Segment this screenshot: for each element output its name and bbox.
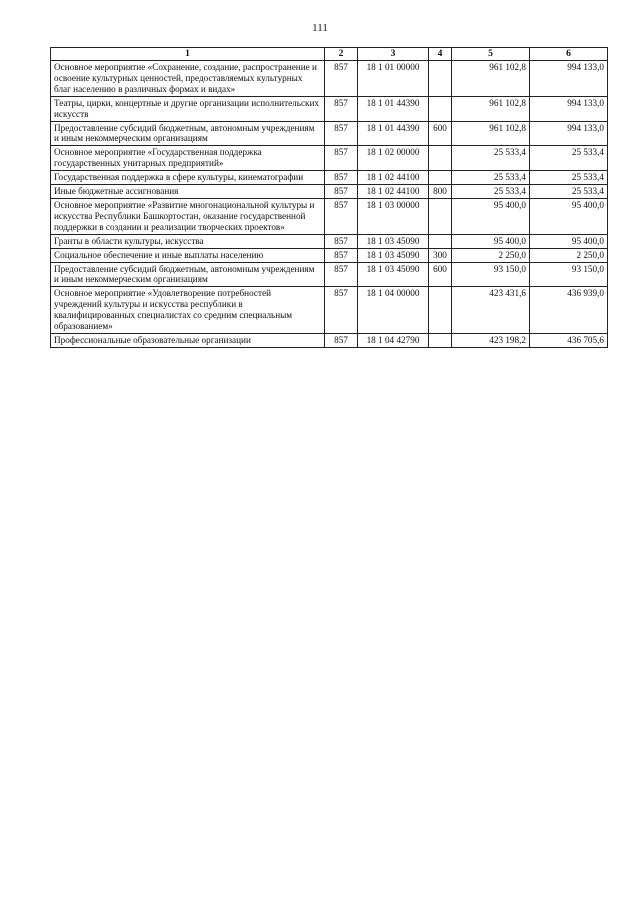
row-type: 300 xyxy=(429,248,452,262)
row-code: 857 xyxy=(325,146,358,171)
row-target: 18 1 04 00000 xyxy=(358,287,429,334)
row-code: 857 xyxy=(325,171,358,185)
row-target: 18 1 01 44390 xyxy=(358,121,429,146)
row-amount-1: 95 400,0 xyxy=(452,234,530,248)
row-amount-2: 25 533,4 xyxy=(530,185,608,199)
column-header: 3 xyxy=(358,48,429,61)
row-amount-2: 25 533,4 xyxy=(530,146,608,171)
row-amount-1: 423 431,6 xyxy=(452,287,530,334)
row-name: Государственная поддержка в сфере культуры, кинематографии xyxy=(51,171,325,185)
table-row xyxy=(51,121,608,146)
row-amount-1: 2 250,0 xyxy=(452,248,530,262)
row-type xyxy=(429,287,452,334)
table-row xyxy=(51,248,608,262)
row-target: 18 1 03 45090 xyxy=(358,262,429,287)
row-type xyxy=(429,61,452,97)
row-amount-2: 994 133,0 xyxy=(530,61,608,97)
row-code: 857 xyxy=(325,198,358,234)
row-amount-2: 25 533,4 xyxy=(530,171,608,185)
row-type xyxy=(429,171,452,185)
row-code: 857 xyxy=(325,262,358,287)
row-amount-2: 2 250,0 xyxy=(530,248,608,262)
row-target: 18 1 02 44100 xyxy=(358,171,429,185)
table-row xyxy=(51,198,608,234)
row-name: Гранты в области культуры, искусства xyxy=(51,234,325,248)
row-code: 857 xyxy=(325,234,358,248)
row-target: 18 1 03 45090 xyxy=(358,234,429,248)
table-row xyxy=(51,61,608,97)
row-name: Иные бюджетные ассигнования xyxy=(51,185,325,199)
row-amount-2: 436 939,0 xyxy=(530,287,608,334)
row-amount-2: 994 133,0 xyxy=(530,121,608,146)
row-name: Предоставление субсидий бюджетным, автономным учреждениям и иным некоммерческим организациям xyxy=(51,121,325,146)
table-header-row xyxy=(51,48,608,61)
row-name: Предоставление субсидий бюджетным, автономным учреждениям и иным некоммерческим организациям xyxy=(51,262,325,287)
budget-table xyxy=(50,47,608,348)
table-body xyxy=(51,61,608,348)
row-type xyxy=(429,198,452,234)
row-amount-1: 961 102,8 xyxy=(452,96,530,121)
row-target: 18 1 02 00000 xyxy=(358,146,429,171)
row-amount-1: 25 533,4 xyxy=(452,185,530,199)
row-amount-2: 436 705,6 xyxy=(530,333,608,347)
column-header: 1 xyxy=(51,48,325,61)
row-type xyxy=(429,234,452,248)
row-amount-2: 95 400,0 xyxy=(530,198,608,234)
row-code: 857 xyxy=(325,333,358,347)
row-amount-1: 95 400,0 xyxy=(452,198,530,234)
row-amount-1: 961 102,8 xyxy=(452,61,530,97)
row-target: 18 1 04 42790 xyxy=(358,333,429,347)
row-target: 18 1 03 45090 xyxy=(358,248,429,262)
row-name: Основное мероприятие «Удовлетворение потребностей учреждений культуры и искусства республики в квалифицированных специалистах со средним специальным образованием» xyxy=(51,287,325,334)
column-header: 5 xyxy=(452,48,530,61)
column-header: 4 xyxy=(429,48,452,61)
table-row xyxy=(51,262,608,287)
row-amount-1: 961 102,8 xyxy=(452,121,530,146)
row-name: Основное мероприятие «Развитие многонациональной культуры и искусства Республики Башкортостан, оказание государственной поддержки в создании и реализации творческих проектов» xyxy=(51,198,325,234)
row-type: 800 xyxy=(429,185,452,199)
table-row xyxy=(51,146,608,171)
row-type xyxy=(429,96,452,121)
row-amount-2: 93 150,0 xyxy=(530,262,608,287)
row-amount-2: 994 133,0 xyxy=(530,96,608,121)
table-row xyxy=(51,333,608,347)
table-row xyxy=(51,185,608,199)
page-number: 111 xyxy=(312,22,328,34)
table-row xyxy=(51,96,608,121)
row-amount-2: 95 400,0 xyxy=(530,234,608,248)
row-type xyxy=(429,146,452,171)
row-code: 857 xyxy=(325,248,358,262)
row-name: Основное мероприятие «Государственная поддержка государственных унитарных предприятий» xyxy=(51,146,325,171)
row-amount-1: 25 533,4 xyxy=(452,171,530,185)
row-target: 18 1 01 44390 xyxy=(358,96,429,121)
row-name: Основное мероприятие «Сохранение, создание, распространение и освоение культурных ценностей, предоставляемых культурных благ населению в различных формах и видах» xyxy=(51,61,325,97)
column-header: 6 xyxy=(530,48,608,61)
row-type: 600 xyxy=(429,121,452,146)
row-name: Социальное обеспечение и иные выплаты населению xyxy=(51,248,325,262)
table-row xyxy=(51,234,608,248)
row-name: Театры, цирки, концертные и другие организации исполнительских искусств xyxy=(51,96,325,121)
row-amount-1: 25 533,4 xyxy=(452,146,530,171)
row-amount-1: 423 198,2 xyxy=(452,333,530,347)
row-target: 18 1 01 00000 xyxy=(358,61,429,97)
row-code: 857 xyxy=(325,121,358,146)
row-name: Профессиональные образовательные организации xyxy=(51,333,325,347)
column-header: 2 xyxy=(325,48,358,61)
row-code: 857 xyxy=(325,61,358,97)
row-code: 857 xyxy=(325,185,358,199)
row-code: 857 xyxy=(325,96,358,121)
row-code: 857 xyxy=(325,287,358,334)
row-target: 18 1 02 44100 xyxy=(358,185,429,199)
row-type: 600 xyxy=(429,262,452,287)
table-row xyxy=(51,287,608,334)
table-row xyxy=(51,171,608,185)
row-amount-1: 93 150,0 xyxy=(452,262,530,287)
row-type xyxy=(429,333,452,347)
row-target: 18 1 03 00000 xyxy=(358,198,429,234)
